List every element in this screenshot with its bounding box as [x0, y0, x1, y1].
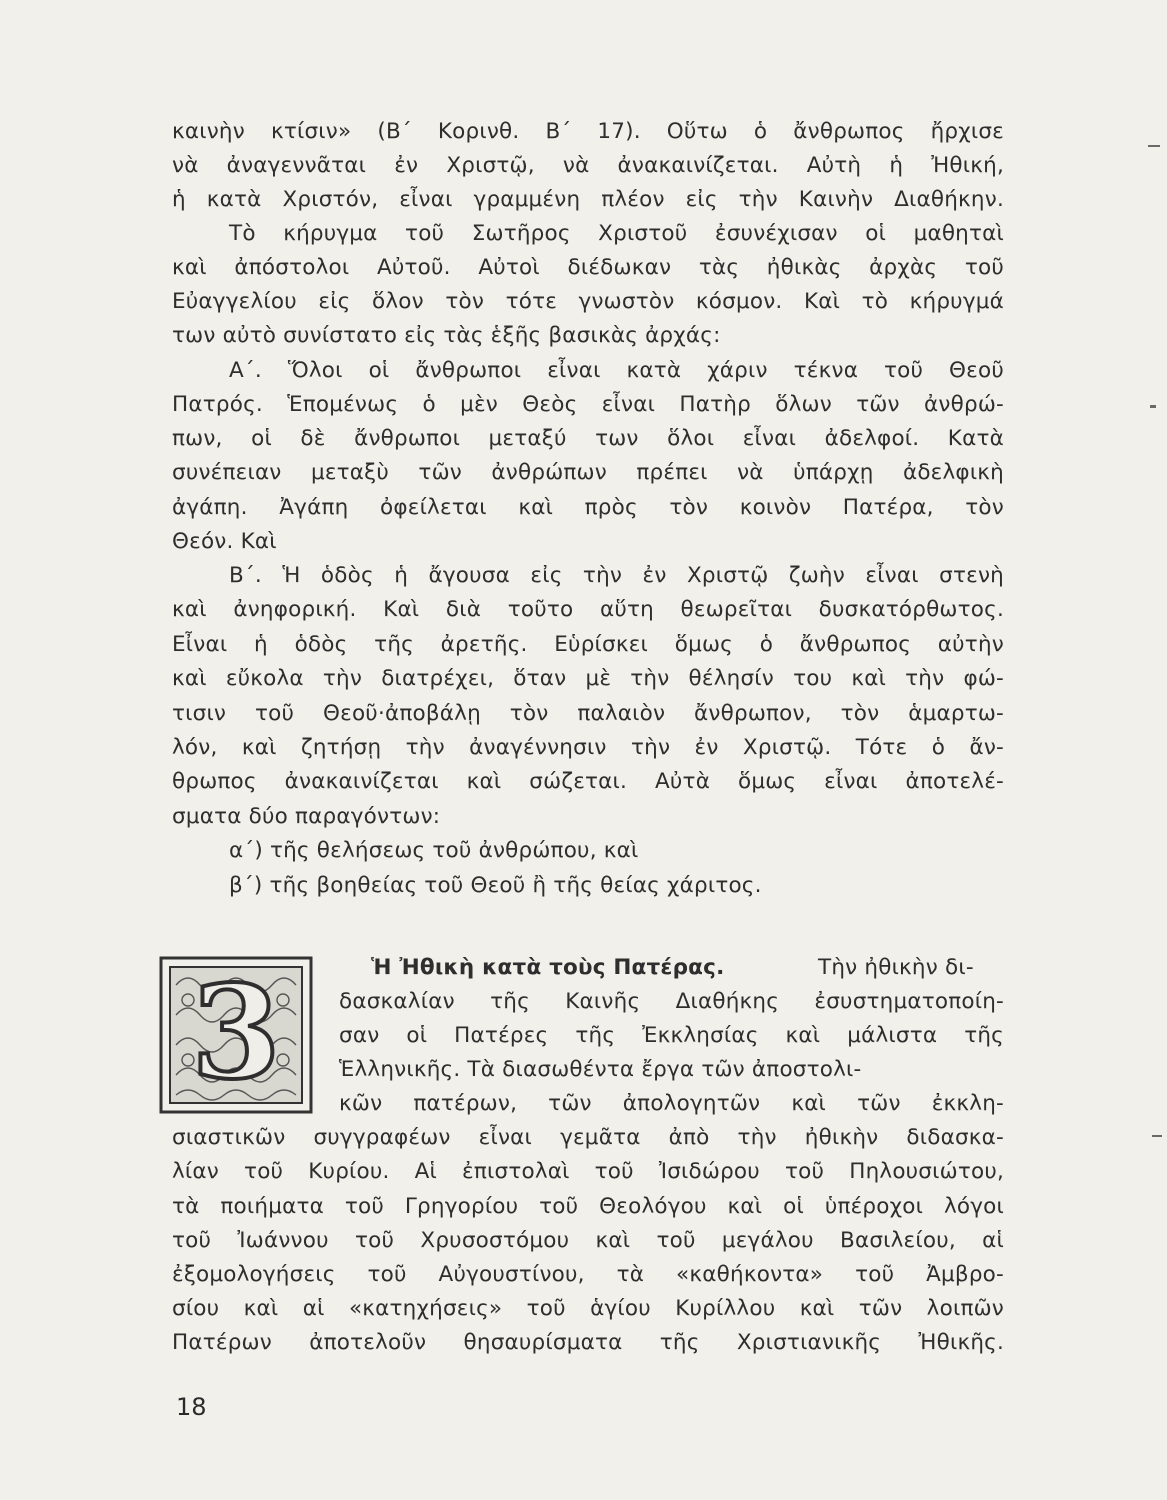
text-line: σματα δύο παραγόντων: — [172, 804, 441, 829]
text-line: σίου καὶ αἱ «κατηχήσεις» τοῦ ἁγίου Κυρίλλου καὶ τῶν λοιπῶν — [172, 1296, 1004, 1321]
text-line: ἀγάπη. Ἀγάπη ὀφείλεται καὶ πρὸς τὸν κοινὸν Πατέρα, τὸν — [172, 495, 1004, 520]
text-line: καὶ ἀπόστολοι Αὐτοῦ. Αὐτοὶ διέδωκαν τὰς ἠθικὰς ἀρχὰς τοῦ — [172, 255, 1004, 280]
text-line: σαν οἱ Πατέρες τῆς Ἐκκλησίας καὶ μάλιστα τῆς — [339, 1023, 1004, 1048]
section-heading: Ἡ Ἠθικὴ κατὰ τοὺς Πατέρας. — [371, 955, 725, 980]
text-line: συνέπειαν μεταξὺ τῶν ἀνθρώπων πρέπει νὰ ὑπάρχῃ ἀδελφικὴ — [172, 460, 1004, 485]
text-line: Τὴν ἠθικὴν δι- — [818, 955, 974, 980]
text-line: κῶν πατέρων, τῶν ἀπολογητῶν καὶ τῶν ἐκκλη- — [339, 1091, 1004, 1116]
text-line: σιαστικῶν συγγραφέων εἶναι γεμᾶτα ἀπὸ τὴν ἠθικὴν διδασκα- — [172, 1125, 1004, 1150]
text-line: καινὴν κτίσιν» (Β΄ Κορινθ. Β΄ 17). Οὕτω ὁ ἄνθρωπος ἤρχισε — [172, 119, 1004, 144]
text-line: λόν, καὶ ζητήσῃ τὴν ἀναγέννησιν τὴν ἐν Χριστῷ. Τότε ὁ ἄν- — [172, 735, 1004, 760]
text-line: α΄) τῆς θελήσεως τοῦ ἀνθρώπου, καὶ — [229, 838, 639, 863]
drop-cap-initial — [158, 955, 314, 1115]
text-line: νὰ ἀναγεννᾶται ἐν Χριστῷ, νὰ ἀνακαινίζεται. Αὐτὴ ἡ Ἠθική, — [172, 153, 1004, 178]
text-line: Εἶναι ἡ ὁδὸς τῆς ἀρετῆς. Εὑρίσκει ὅμως ὁ ἄνθρωπος αὐτὴν — [172, 632, 1004, 657]
text-line: καὶ εὔκολα τὴν διατρέχει, ὅταν μὲ τὴν θέλησίν του καὶ τὴν φώ- — [172, 666, 1004, 691]
text-line: Εὐαγγελίου εἰς ὅλον τὸν τότε γνωστὸν κόσμον. Καὶ τὸ κήρυγμά — [172, 289, 1004, 314]
text-line: καὶ ἀνηφορική. Καὶ διὰ τοῦτο αὕτη θεωρεῖται δυσκατόρθωτος. — [172, 597, 1004, 622]
text-line: ἐξομολογήσεις τοῦ Αὐγουστίνου, τὰ «καθήκοντα» τοῦ Ἀμβρο- — [172, 1262, 1004, 1287]
text-line: πων, οἱ δὲ ἄνθρωποι μεταξύ των ὅλοι εἶναι ἀδελφοί. Κατὰ — [172, 426, 1004, 451]
text-line: των αὐτὸ συνίστατο εἰς τὰς ἑξῆς βασικὰς ἀρχάς: — [172, 323, 721, 348]
scan-speck — [1150, 405, 1156, 408]
text-line: θρωπος ἀνακαινίζεται καὶ σώζεται. Αὐτὰ ὅμως εἶναι ἀποτελέ- — [172, 769, 1004, 794]
text-line: ἡ κατὰ Χριστόν, εἶναι γραμμένη πλέον εἰς τὴν Καινὴν Διαθήκην. — [172, 187, 1004, 212]
text-line: τοῦ Ἰωάννου τοῦ Χρυσοστόμου καὶ τοῦ μεγάλου Βασιλείου, αἱ — [172, 1228, 1004, 1253]
text-line: τισιν τοῦ Θεοῦ·ἀποβάλῃ τὸν παλαιὸν ἄνθρωπον, τὸν ἁμαρτω- — [172, 701, 1004, 726]
text-line: Πατέρων ἀποτελοῦν θησαυρίσματα τῆς Χριστιανικῆς Ἠθικῆς. — [172, 1330, 1004, 1355]
text-line: Ἑλληνικῆς. Τὰ διασωθέντα ἔργα τῶν ἀποστολι- — [339, 1057, 862, 1082]
scan-speck — [1152, 1135, 1162, 1137]
text-line: Β΄. Ἡ ὁδὸς ἡ ἄγουσα εἰς τὴν ἐν Χριστῷ ζωὴν εἶναι στενὴ — [229, 563, 1004, 588]
text-line: Α΄. Ὅλοι οἱ ἄνθρωποι εἶναι κατὰ χάριν τέκνα τοῦ Θεοῦ — [229, 358, 1004, 383]
text-line: δασκαλίαν τῆς Καινῆς Διαθήκης ἐσυστηματοποίη- — [339, 989, 1004, 1014]
text-line: Θεόν. Καὶ — [172, 529, 277, 554]
scan-speck — [1148, 145, 1160, 147]
page-number: 18 — [176, 1393, 207, 1421]
text-line: τὰ ποιήματα τοῦ Γρηγορίου τοῦ Θεολόγου καὶ οἱ ὑπέροχοι λόγοι — [172, 1194, 1004, 1219]
text-line: λίαν τοῦ Κυρίου. Αἱ ἐπιστολαὶ τοῦ Ἰσιδώρου τοῦ Πηλουσιώτου, — [172, 1159, 1004, 1184]
text-line: β΄) τῆς βοηθείας τοῦ Θεοῦ ἢ τῆς θείας χάριτος. — [229, 873, 762, 898]
drop-cap-letter: 3 — [191, 958, 281, 1108]
text-line: Πατρός. Ἑπομένως ὁ μὲν Θεὸς εἶναι Πατὴρ ὅλων τῶν ἀνθρώ- — [172, 392, 1004, 417]
text-line: Τὸ κήρυγμα τοῦ Σωτῆρος Χριστοῦ ἐσυνέχισαν οἱ μαθηταὶ — [229, 221, 1004, 246]
